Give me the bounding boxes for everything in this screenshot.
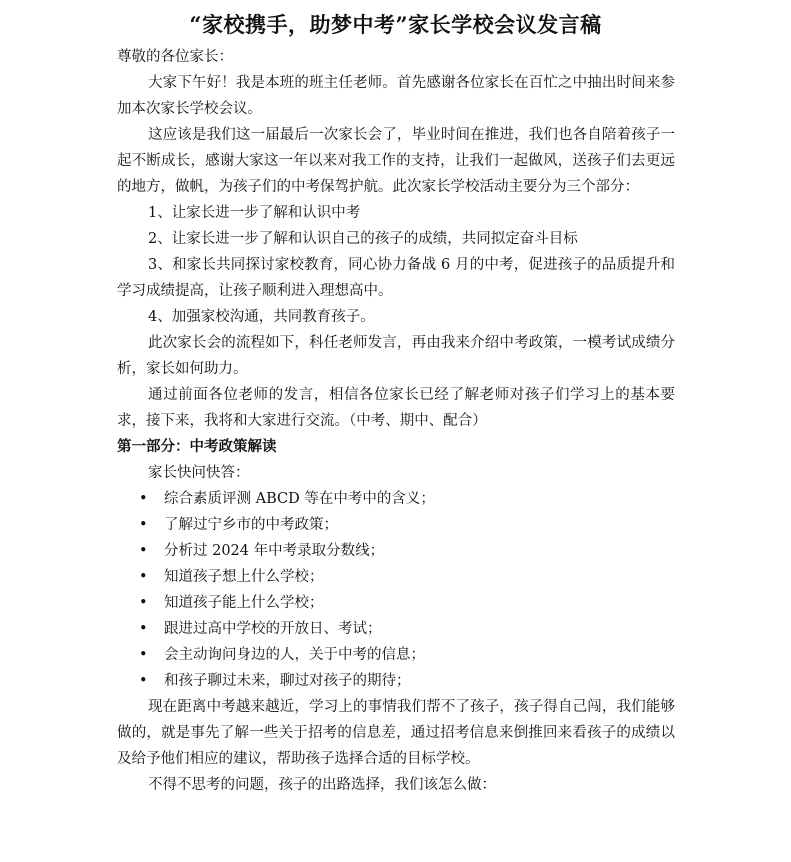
bullet-icon: • xyxy=(139,569,148,585)
numbered-item: 4、加强家校沟通，共同教育孩子。 xyxy=(148,309,375,325)
list-item-text: 和孩子聊过未来，聊过对孩子的期待； xyxy=(164,673,411,689)
quiz-intro: 家长快问快答： xyxy=(148,465,250,481)
list-item xyxy=(117,486,675,512)
numbered-item: 1、让家长进一步了解和认识中考 xyxy=(148,205,361,221)
bullet-icon: • xyxy=(139,543,148,559)
bullet-icon: • xyxy=(139,647,148,663)
list-item-text: 分析过 2024 年中考录取分数线； xyxy=(164,543,385,559)
bullet-icon: • xyxy=(139,517,148,533)
list-item xyxy=(117,512,675,538)
document-body xyxy=(117,44,675,798)
salutation: 尊敬的各位家长： xyxy=(117,49,233,65)
bullet-icon: • xyxy=(139,673,148,689)
numbered-item: 3、和家长共同探讨家校教育，同心协力备战 6 月的中考，促进孩子的品质提升和学习成绩提高，让孩子顺利进入理想高中。 xyxy=(117,257,675,299)
list-item xyxy=(117,616,675,642)
list-item-text: 知道孩子想上什么学校； xyxy=(164,569,324,585)
list-item-text: 知道孩子能上什么学校； xyxy=(164,595,324,611)
document-title: “家校携手，助梦中考”家长学校会议发言稿 xyxy=(189,12,602,37)
paragraph-greeting: 大家下午好！我是本班的班主任老师。首先感谢各位家长在百忙之中抽出时间来参加本次家长学校会议。 xyxy=(117,75,675,117)
numbered-item: 2、让家长进一步了解和认识自己的孩子的成绩，共同拟定奋斗目标 xyxy=(148,231,578,247)
paragraph-thanks: 这应该是我们这一届最后一次家长会了，毕业时间在推进，我们也各自陪着孩子一起不断成长，感谢大家这一年以来对我工作的支持，让我们一起做风，送孩子们去更远的地方，做帆，为孩子们的中考保驾护航。此次家长学校活动主要分为三个部分： xyxy=(117,127,675,195)
bullet-icon: • xyxy=(139,595,148,611)
list-item-text: 综合素质评测 ABCD 等在中考中的含义； xyxy=(164,491,435,507)
paragraph-advice: 现在距离中考越来越近，学习上的事情我们帮不了孩子，孩子得自己闯，我们能够做的，就是事先了解一些关于招考的信息差，通过招考信息来倒推回来看孩子的成绩以及给予他们相应的建议，帮助孩子选择合适的目标学校。 xyxy=(117,699,675,767)
paragraph-exchange: 通过前面各位老师的发言，相信各位家长已经了解老师对孩子们学习上的基本要求，接下来，我将和大家进行交流。（中考、期中、配合） xyxy=(117,387,675,429)
bullet-icon: • xyxy=(139,621,148,637)
list-item xyxy=(117,642,675,668)
section-heading: 第一部分：中考政策解读 xyxy=(117,438,277,455)
list-item-text: 跟进过高中学校的开放日、考试； xyxy=(164,621,382,637)
list-item xyxy=(117,668,675,694)
list-item xyxy=(117,538,675,564)
bullet-list xyxy=(117,486,675,694)
list-item-text: 会主动询问身边的人，关于中考的信息； xyxy=(164,647,425,663)
paragraph-question: 不得不思考的问题，孩子的出路选择，我们该怎么做： xyxy=(148,777,496,793)
list-item xyxy=(117,564,675,590)
bullet-icon: • xyxy=(139,491,148,507)
paragraph-process: 此次家长会的流程如下，科任老师发言，再由我来介绍中考政策，一模考试成绩分析，家长如何助力。 xyxy=(117,335,675,377)
list-item-text: 了解过宁乡市的中考政策； xyxy=(164,517,338,533)
list-item xyxy=(117,590,675,616)
